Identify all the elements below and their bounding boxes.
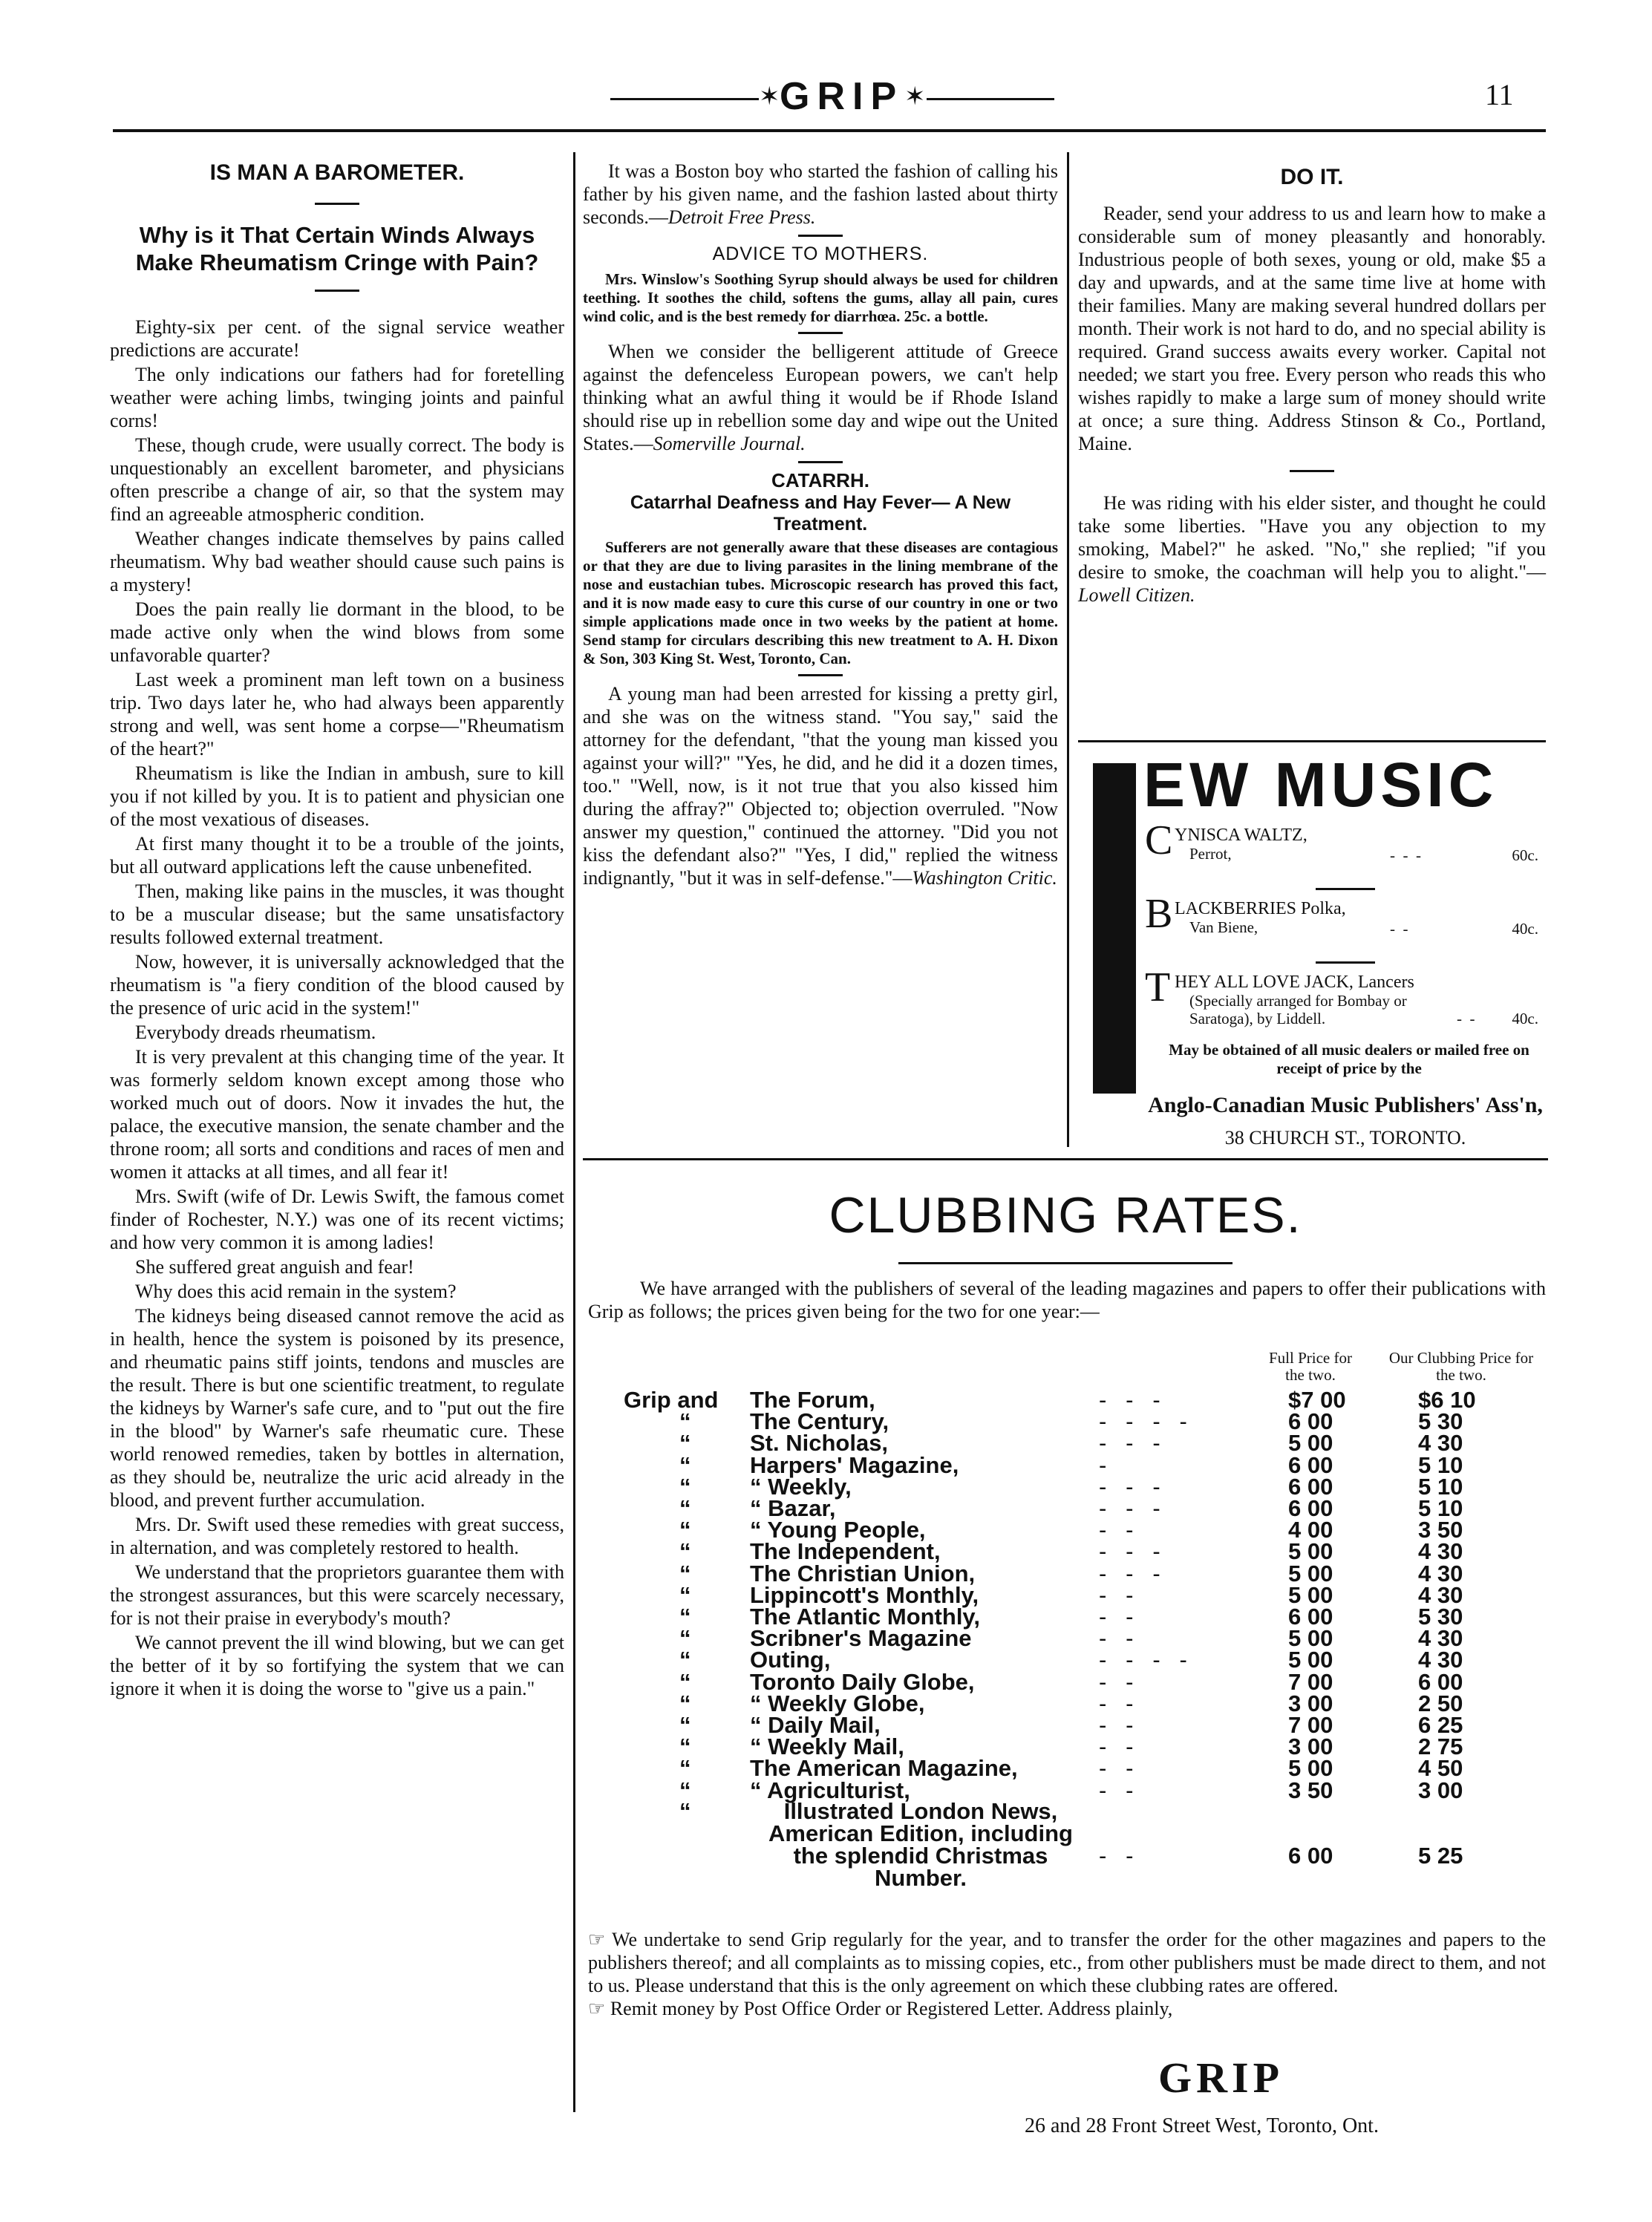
music-item-dashes: - - -: [1390, 846, 1421, 864]
row-club-price: 6 00: [1418, 1668, 1463, 1695]
table-row: [624, 1430, 1544, 1457]
row-prefix: “: [679, 1647, 691, 1673]
catarrh-subtitle: Catarrhal Deafness and Hay Fever— A New Treatment.: [630, 492, 1011, 535]
row-dashes: - - - -: [1099, 1647, 1187, 1673]
row-full-price: 5 00: [1288, 1625, 1333, 1652]
article-paragraph: Eighty-six per cent. of the signal service weather predictions are accurate!: [110, 316, 564, 361]
row-full-price: 5 00: [1288, 1581, 1333, 1608]
music-note: May be obtained of all music dealers or mailed free on receipt of price by the: [1169, 1041, 1529, 1077]
music-item-initial: T: [1145, 964, 1171, 1010]
divider: [798, 461, 843, 463]
clubbing-note-1: [588, 1928, 1546, 1997]
music-item: [1145, 964, 1538, 1042]
row-name: Lippincott's Monthly,: [750, 1581, 979, 1608]
row-dashes: - - -: [1099, 1387, 1160, 1413]
table-row: [624, 1473, 1544, 1500]
row-name: Harpers' Magazine,: [750, 1451, 959, 1478]
row-dashes: -: [1099, 1451, 1107, 1478]
row-dashes: - -: [1099, 1712, 1134, 1738]
row-club-price: 4 30: [1418, 1430, 1463, 1457]
music-item-name: HEY ALL LOVE JACK, Lancers: [1175, 973, 1414, 992]
article-paragraph: At first many thought it to be a trouble of the joints, but all outward applications left the cause unbenefited.: [110, 833, 564, 878]
row-prefix: “: [679, 1734, 691, 1760]
row-full-price: 3 00: [1288, 1734, 1333, 1760]
row-name: Illustrated London News, American Edition, including the splendid Christmas Number.: [768, 1797, 1073, 1891]
music-divider: [1316, 961, 1375, 964]
row-club-price: 5 30: [1418, 1408, 1463, 1435]
table-row: [624, 1451, 1544, 1478]
row-dashes: - - -: [1099, 1495, 1160, 1521]
row-name: The Century,: [750, 1408, 889, 1435]
column-divider-2: [1067, 152, 1069, 1147]
row-full-price: 4 00: [1288, 1517, 1333, 1543]
row-prefix: “: [679, 1668, 691, 1695]
row-name: The Atlantic Monthly,: [750, 1604, 980, 1630]
row-prefix: “: [679, 1625, 691, 1652]
greece-paragraph: [583, 340, 1058, 455]
row-name: “ Daily Mail,: [750, 1712, 881, 1738]
row-full-price: 3 00: [1288, 1690, 1333, 1716]
row-dashes: - -: [1099, 1842, 1134, 1869]
row-full-price: 5 00: [1288, 1647, 1333, 1673]
row-prefix: “: [679, 1797, 691, 1824]
masthead-rule-left: [610, 98, 759, 100]
row-prefix: “: [679, 1604, 691, 1630]
music-title: EW MUSIC: [1143, 750, 1498, 820]
masthead-star-left: ✶: [759, 83, 780, 111]
article-title: IS MAN A BAROMETER.: [209, 160, 465, 185]
divider: [798, 235, 843, 237]
row-dashes: - -: [1099, 1581, 1134, 1608]
music-item-composer: Perrot,: [1189, 845, 1232, 863]
greece-source: Somerville Journal.: [653, 433, 806, 454]
music-big-n: [1093, 763, 1136, 1094]
do-it-text: Reader, send your address to us and learn how to make a considerable sum of money pleasantly and honorably. Industrious people of both sexes, young or old, make $5 a day and upwards, and at the same time live at home with their families. Many are making several hundred dollars per month. Their work is not hard to do, and no special ability is required. Grand success awaits every worker. Capital not needed; we start you free. Every person who reads this who wishes rapidly to make a large sum of money should write at once; a sure thing. Address Stinson & Co., Portland, Maine.: [1078, 203, 1546, 454]
row-dashes: - -: [1099, 1668, 1134, 1695]
boston-paragraph: [583, 160, 1058, 229]
row-club-price: 4 30: [1418, 1625, 1463, 1652]
divider: [798, 332, 843, 334]
row-name: The Christian Union,: [750, 1560, 976, 1587]
row-full-price: 7 00: [1288, 1712, 1333, 1738]
row-name: Scribner's Magazine: [750, 1625, 972, 1652]
row-club-price: 5 25: [1418, 1842, 1463, 1869]
row-club-price: 3 50: [1418, 1517, 1463, 1543]
article-paragraph: Last week a prominent man left town on a business trip. Two days later he, who had always been apparently strong and well, was sent home a corpse—"Rheumatism of the heart?": [110, 669, 564, 759]
title-rule: [315, 203, 359, 205]
music-items: [1145, 817, 1538, 1042]
pointing-hand-icon: ☞: [588, 1929, 613, 1950]
row-dashes: - -: [1099, 1777, 1134, 1803]
article-paragraph: The kidneys being diseased cannot remove the acid as in health, hence the system is poisoned by its presence, and rheumatic pains stiff joints, tendons and muscles are the result. There is but one scientific treatment, to regulate the kidneys by Warner's safe cure, and to "put out the fire in the blood" by Warner's safe rheumatic cure. These world renowed remedies, taken by bottles in alternation, as they should be, neutralize the uric acid already in the blood, and prevent further accumulation.: [110, 1305, 564, 1511]
row-club-price: 2 50: [1418, 1690, 1463, 1716]
advice-title: ADVICE TO MOTHERS.: [712, 244, 929, 264]
row-name: “ Weekly Globe,: [750, 1690, 925, 1716]
row-club-price: 3 00: [1418, 1777, 1463, 1803]
row-prefix: “: [679, 1408, 691, 1435]
table-row: [624, 1560, 1544, 1587]
table-row: [624, 1647, 1544, 1673]
row-full-price: 6 00: [1288, 1408, 1333, 1435]
table-row: [624, 1517, 1544, 1543]
music-ad-top-rule: [1078, 740, 1546, 742]
grip-address: 26 and 28 Front Street West, Toronto, Ont.: [1025, 2114, 1379, 2137]
row-dashes: - - -: [1099, 1560, 1160, 1587]
clubbing-title: CLUBBING RATES.: [829, 1187, 1302, 1244]
row-dashes: - -: [1099, 1690, 1134, 1716]
table-row: [624, 1408, 1544, 1435]
young-man-paragraph: [583, 682, 1058, 889]
table-row: [624, 1777, 1544, 1803]
article-paragraph: Everybody dreads rheumatism.: [135, 1022, 376, 1043]
music-divider: [1316, 888, 1375, 890]
article-paragraph: The only indications our fathers had for foretelling weather were aching limbs, twinging joints and painful corns!: [110, 364, 564, 431]
boston-text: It was a Boston boy who started the fashion of calling his father by his given name, and the fashion lasted about thirty seconds.—: [583, 160, 1058, 228]
row-name: “ Young People,: [750, 1517, 926, 1543]
row-full-price: 7 00: [1288, 1668, 1333, 1695]
article-paragraph: Now, however, it is universally acknowledged that the rheumatism is "a fiery condition of the blood caused by the presence of uric acid in the system!": [110, 951, 564, 1019]
row-prefix: “: [679, 1690, 691, 1716]
sister-text: He was riding with his elder sister, and thought he could take some liberties. "Have you any objection to my smoking, Mabel?" he asked. "No," she replied; "if you desire to smoke, the coachman will help you to alight."—: [1078, 492, 1546, 583]
row-name: Outing,: [750, 1647, 831, 1673]
col-header-club: Our Clubbing Price for the two.: [1388, 1349, 1534, 1384]
music-item-name: LACKBERRIES Polka,: [1175, 899, 1346, 918]
row-full-price: $7 00: [1288, 1387, 1346, 1413]
row-dashes: - -: [1099, 1604, 1134, 1630]
row-dashes: - - - -: [1099, 1408, 1187, 1435]
table-row: [624, 1604, 1544, 1630]
article-paragraph: Why does this acid remain in the system?: [135, 1281, 457, 1302]
row-full-price: 6 00: [1288, 1473, 1333, 1500]
column-divider-1: [573, 152, 575, 2112]
music-item-name: YNISCA WALTZ,: [1175, 826, 1307, 845]
article-paragraph: Weather changes indicate themselves by pains called rheumatism. Why bad weather should cause such pains is a mystery!: [110, 528, 564, 595]
table-row: [624, 1625, 1544, 1652]
row-club-price: 5 10: [1418, 1495, 1463, 1521]
row-club-price: 4 50: [1418, 1755, 1463, 1782]
young-man-source: Washington Critic.: [912, 867, 1057, 889]
row-dashes: - -: [1099, 1625, 1134, 1652]
row-prefix: “: [679, 1712, 691, 1738]
music-ad: [1078, 750, 1546, 1151]
row-full-price: 5 00: [1288, 1538, 1333, 1565]
row-full-price: 6 00: [1288, 1495, 1333, 1521]
article-paragraph: Then, making like pains in the muscles, it was thought to be a muscular disease; but the same unsatisfactory results followed external treatment.: [110, 880, 564, 948]
row-full-price: 5 00: [1288, 1430, 1333, 1457]
table-row: [624, 1712, 1544, 1738]
row-prefix: “: [679, 1430, 691, 1457]
boston-source: Detroit Free Press.: [667, 206, 816, 228]
row-dashes: - -: [1099, 1734, 1134, 1760]
row-full-price: 3 50: [1288, 1777, 1333, 1803]
sister-paragraph: [1078, 491, 1546, 607]
table-row: [624, 1755, 1544, 1782]
music-item-composer: (Specially arranged for Bombay or Saratoga), by Liddell.: [1189, 992, 1407, 1027]
music-publisher: Anglo-Canadian Music Publishers' Ass'n,: [1148, 1093, 1543, 1117]
music-item-initial: C: [1145, 817, 1173, 863]
row-club-price: 6 25: [1418, 1712, 1463, 1738]
clubbing-notes: [588, 1928, 1546, 2020]
clubbing-top-rule: [583, 1158, 1548, 1160]
row-full-price: 5 00: [1288, 1560, 1333, 1587]
column-2: [583, 160, 1058, 891]
catarrh-title: CATARRH.: [771, 469, 869, 491]
divider: [798, 674, 843, 676]
row-dashes: - - -: [1099, 1430, 1160, 1457]
table-row: [624, 1581, 1544, 1608]
table-row: [624, 1690, 1544, 1716]
grip-signature: GRIP: [1158, 2053, 1284, 2102]
row-club-price: 4 30: [1418, 1538, 1463, 1565]
article-paragraph: Rheumatism is like the Indian in ambush, sure to kill you if not killed by you. It is to patient and physician one of the most vexatious of diseases.: [110, 762, 564, 830]
row-prefix: “: [679, 1560, 691, 1587]
row-prefix: “: [679, 1517, 691, 1543]
column-3: [1078, 160, 1546, 608]
row-prefix: “: [679, 1581, 691, 1608]
clubbing-table: [624, 1387, 1544, 1921]
row-club-price: 4 30: [1418, 1560, 1463, 1587]
sister-source: Lowell Citizen.: [1078, 584, 1195, 606]
row-prefix: “: [679, 1538, 691, 1565]
page-number: 11: [1485, 78, 1514, 111]
row-club-price: 5 10: [1418, 1451, 1463, 1478]
table-row: [624, 1668, 1544, 1695]
row-name: St. Nicholas,: [750, 1430, 889, 1457]
col-header-full: Full Price for the two.: [1269, 1349, 1352, 1384]
article-paragraph: She suffered great anguish and fear!: [135, 1256, 414, 1278]
row-dashes: - - -: [1099, 1538, 1160, 1565]
article-body: [110, 316, 564, 1700]
article-paragraph: Mrs. Swift (wife of Dr. Lewis Swift, the famous comet finder of Rochester, N.Y.) was one of its recent victims; and how very common it is among ladies!: [110, 1186, 564, 1253]
row-name: The Forum,: [750, 1387, 875, 1413]
table-row: [624, 1495, 1544, 1521]
music-item-composer: Van Biene,: [1189, 918, 1258, 936]
table-row: [624, 1538, 1544, 1565]
header-rule: [113, 129, 1546, 132]
row-name: “ Agriculturist,: [750, 1777, 910, 1803]
row-dashes: - - -: [1099, 1473, 1160, 1500]
music-item: [1145, 891, 1538, 969]
article-paragraph: We cannot prevent the ill wind blowing, but we can get the better of it by so fortifying the system that we can ignore it when it is doing the worse to "give us a pain.": [110, 1632, 564, 1699]
divider: [1290, 470, 1334, 472]
row-name: “ Bazar,: [750, 1495, 836, 1521]
masthead-star-right: ✶: [904, 83, 926, 111]
masthead: [0, 68, 1652, 118]
music-address: 38 CHURCH ST., TORONTO.: [1224, 1127, 1466, 1148]
clubbing-note-1-text: We undertake to send Grip regularly for the year, and to transfer the order for the other magazines and papers to the publishers thereof; and all complaints as to missing copies, etc., from other publishers must be made direct to them, and not to us. Please understand that this is the only agreement on which these clubbing rates are offered.: [588, 1929, 1547, 1996]
row-prefix: “: [679, 1755, 691, 1782]
row-club-price: 2 75: [1418, 1734, 1463, 1760]
row-name: The American Magazine,: [750, 1755, 1018, 1782]
article-paragraph: It is very prevalent at this changing time of the year. It was formerly seldom known except among those who worked much out of doors. Now it invades the hut, the palace, the executive mansion, the senate chamber and the throne room; all sorts and conditions and races of men and women it attacks at all times, and all fear it!: [110, 1046, 564, 1183]
music-item: [1145, 817, 1538, 895]
masthead-title: GRIP: [780, 75, 904, 118]
article-paragraph: Does the pain really lie dormant in the blood, to be made active only when the wind blows from some unfavorable quarter?: [110, 598, 564, 666]
row-name: “ Weekly Mail,: [750, 1734, 904, 1760]
music-item-price: 60c.: [1512, 846, 1538, 864]
row-dashes: - -: [1099, 1517, 1134, 1543]
row-prefix: “: [679, 1495, 691, 1521]
row-prefix: Grip and: [624, 1387, 719, 1413]
row-club-price: 5 10: [1418, 1473, 1463, 1500]
table-row: [624, 1387, 1544, 1413]
clubbing-note-2-text: Remit money by Post Office Order or Registered Letter. Address plainly,: [610, 1998, 1173, 2019]
row-prefix: “: [679, 1473, 691, 1500]
music-item-dashes: - -: [1390, 920, 1408, 938]
music-item-dashes: - -: [1457, 1010, 1475, 1027]
advice-text: Mrs. Winslow's Soothing Syrup should always be used for children teething. It soothes the child, softens the gums, allay all pain, cures wind colic, and is the best remedy for diarrhœa. 25c. a bottle.: [583, 270, 1058, 325]
article-subtitle: Why is it That Certain Winds Always Make Rheumatism Cringe with Pain?: [135, 222, 539, 275]
pointing-hand-icon: ☞: [588, 1998, 610, 2019]
clubbing-note-2: [588, 1997, 1546, 2020]
do-it-title: DO IT.: [1280, 165, 1344, 189]
row-full-price: 6 00: [1288, 1842, 1333, 1869]
music-item-initial: B: [1145, 891, 1173, 937]
row-prefix: “: [679, 1451, 691, 1478]
row-dashes: - -: [1099, 1755, 1134, 1782]
row-name: The Independent,: [750, 1538, 941, 1565]
subtitle-rule: [315, 290, 359, 292]
article-paragraph: These, though crude, were usually correct. The body is unquestionably an excellent barometer, and physicians often prescribe a change of air, so that the system may find an agreeable atmospheric condition.: [110, 434, 564, 525]
greece-text: When we consider the belligerent attitude of Greece against the defenceless European powers, we can't help thinking what an awful thing it would be if Rhode Island should rise up in rebellion some day and wipe out the United States.—: [583, 341, 1058, 454]
article-paragraph: We understand that the proprietors guarantee them with the strongest assurances, but this were scarcely necessary, for is not their praise in everybody's mouth?: [110, 1561, 564, 1629]
row-club-price: 4 30: [1418, 1581, 1463, 1608]
row-full-price: 6 00: [1288, 1604, 1333, 1630]
music-item-price: 40c.: [1512, 920, 1538, 938]
article-paragraph: Mrs. Dr. Swift used these remedies with great success, in alternation, and was completely restored to health.: [110, 1514, 564, 1558]
clubbing-intro: We have arranged with the publishers of several of the leading magazines and papers to offer their publications with Grip as follows; the prices given being for the two for one year:—: [588, 1278, 1546, 1322]
row-prefix: “: [679, 1777, 691, 1803]
row-club-price: 4 30: [1418, 1647, 1463, 1673]
row-full-price: 5 00: [1288, 1755, 1333, 1782]
article-barometer: [110, 160, 564, 1702]
masthead-rule-right: [927, 98, 1054, 100]
row-club-price: $6 10: [1418, 1387, 1476, 1413]
table-row: [624, 1734, 1544, 1760]
clubbing-title-rule: [898, 1262, 1233, 1264]
row-name: Toronto Daily Globe,: [750, 1668, 975, 1695]
row-club-price: 5 30: [1418, 1604, 1463, 1630]
catarrh-text: Sufferers are not generally aware that these diseases are contagious or that they are due to living parasites in the lining membrane of the nose and eustachian tubes. Microscopic research has proved this fact, and it is now made easy to cure this curse of our country in one or two simple applications made once in two weeks by the patient at home. Send stamp for circulars describing this new treatment to A. H. Dixon & Son, 303 King St. West, Toronto, Can.: [583, 538, 1058, 667]
young-man-text: A young man had been arrested for kissing a pretty girl, and she was on the witness stand. "You say," said the attorney for the defendant, "that the young man kissed you against your will?" "Yes, he did, and he did it a dozen times, too." "Well, now, is it not true that you also kissed him during the affray?" Objected to; objection overruled. "Now answer my question," continued the attorney. "Did you not kiss the defendant also?" "Yes, I did," replied the witness indignantly, "but it was in self-defense."—: [583, 683, 1058, 889]
row-name: “ Weekly,: [750, 1473, 852, 1500]
music-item-price: 40c.: [1512, 1010, 1538, 1027]
row-full-price: 6 00: [1288, 1451, 1333, 1478]
